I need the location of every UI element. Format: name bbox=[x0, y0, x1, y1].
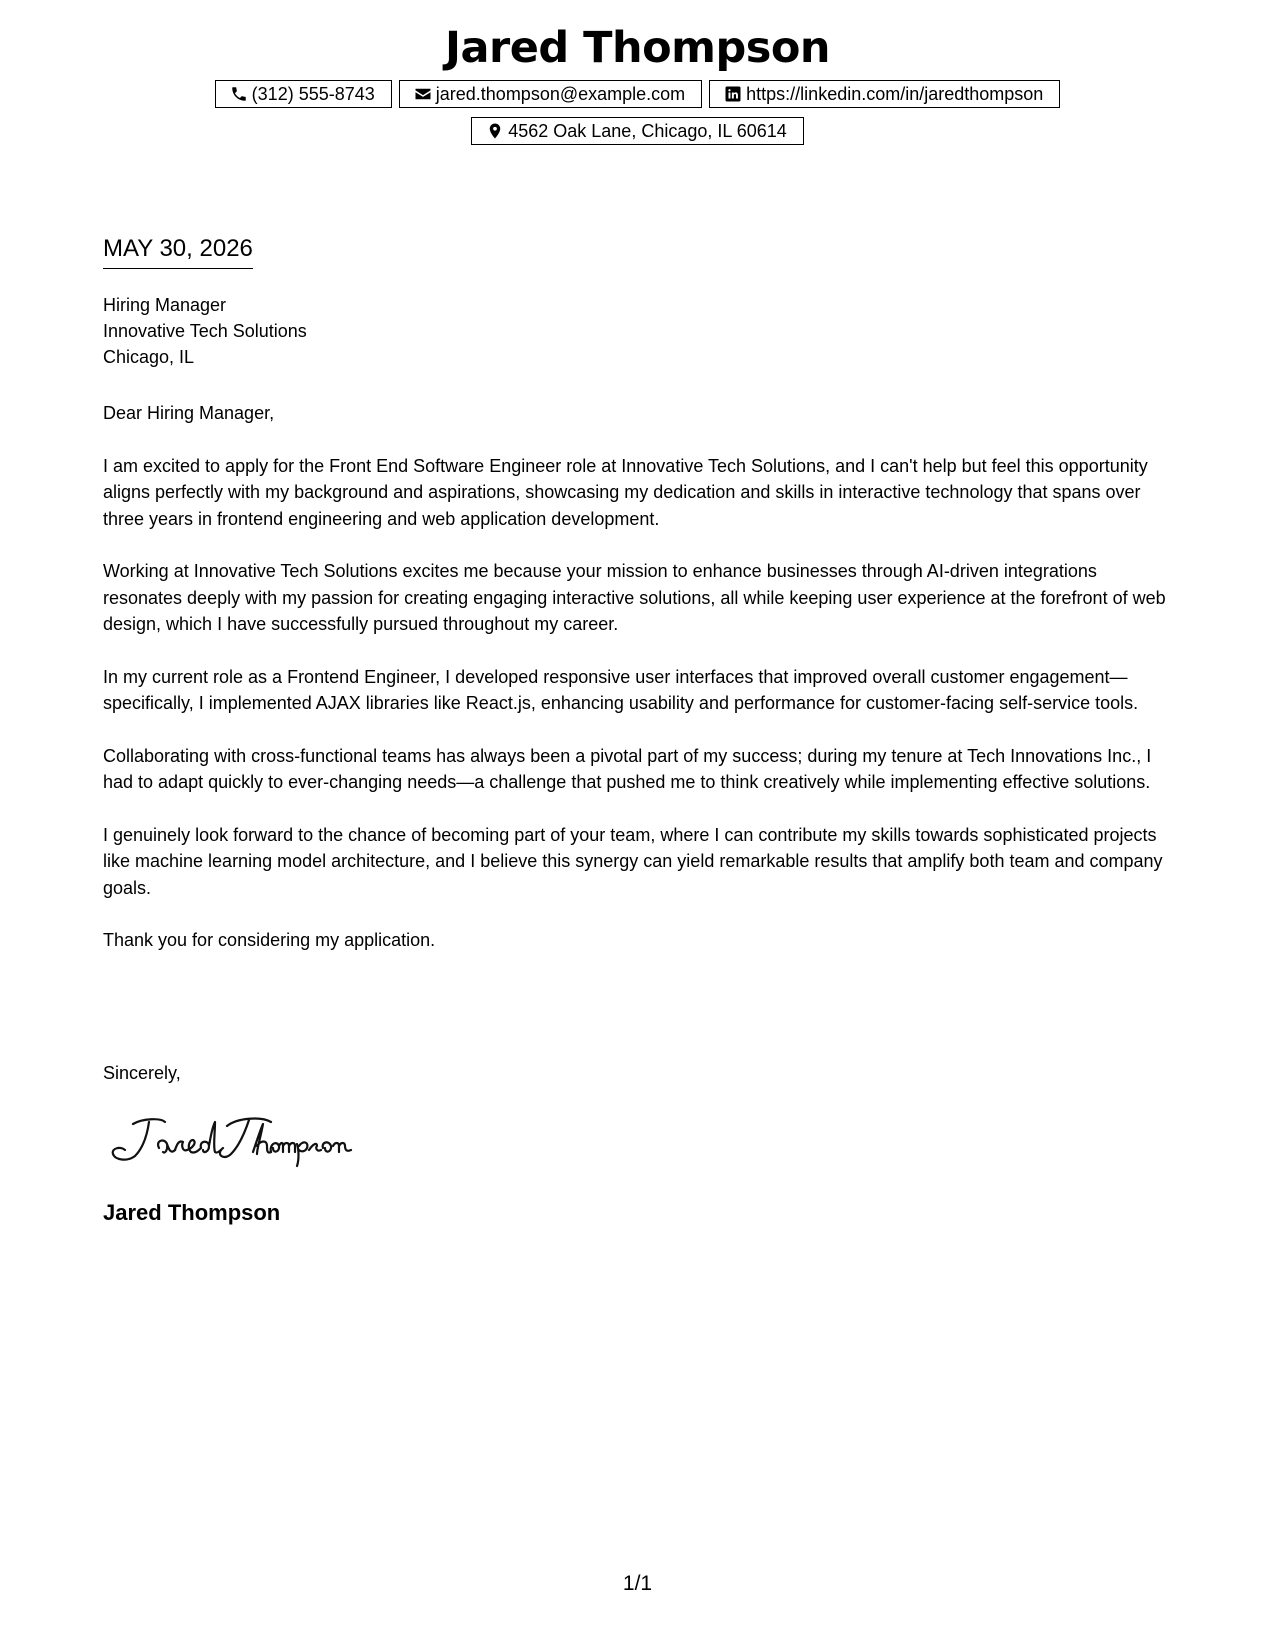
body-paragraph: Thank you for considering my application. bbox=[103, 930, 436, 950]
recipient-title: Hiring Manager bbox=[103, 295, 227, 315]
closing: Sincerely, bbox=[103, 1063, 181, 1083]
letter-body bbox=[103, 400, 1178, 980]
recipient-company: Innovative Tech Solutions bbox=[103, 321, 307, 341]
body-paragraph: Collaborating with cross-functional teams has always been a pivotal part of my success; during my tenure at Tech Innovations Inc., I had to adapt quickly to ever-changing needs—a challenge that pushed me to think creatively while implementing effective solutions. bbox=[103, 745, 1152, 792]
letter-date: MAY 30, 2026 bbox=[103, 234, 253, 269]
body-paragraph: In my current role as a Frontend Engineer, I developed responsive user interfaces that improved overall customer engagement—specifically, I implemented AJAX libraries like React.js, enhancing usability and performance for customer-facing self-service tools. bbox=[103, 666, 1139, 713]
email-text: jared.thompson@example.com bbox=[435, 84, 686, 104]
contact-row-secondary bbox=[0, 117, 1275, 145]
signer-name: Jared Thompson bbox=[103, 1200, 281, 1225]
contact-row-primary bbox=[0, 80, 1275, 108]
body-paragraph: I am excited to apply for the Front End Software Engineer role at Innovative Tech Solutions, and I can't help but feel this opportunity aligns perfectly with my background and aspirations, showcasing my dedication and skills in interactive technology that spans over three years in frontend engineering and web application development. bbox=[103, 455, 1148, 529]
salutation: Dear Hiring Manager, bbox=[103, 403, 275, 423]
recipient-location: Chicago, IL bbox=[103, 347, 195, 367]
envelope-icon bbox=[414, 85, 432, 103]
recipient-block bbox=[103, 292, 307, 370]
linkedin-icon bbox=[724, 85, 742, 103]
handwritten-signature bbox=[103, 1110, 363, 1170]
address-chip bbox=[471, 117, 804, 145]
linkedin-chip bbox=[709, 80, 1060, 108]
page-number: 1/1 bbox=[622, 1572, 653, 1595]
address-text: 4562 Oak Lane, Chicago, IL 60614 bbox=[508, 121, 787, 141]
email-chip bbox=[399, 80, 702, 108]
map-marker-icon bbox=[486, 122, 504, 140]
phone-icon bbox=[230, 85, 248, 103]
linkedin-text: https://linkedin.com/in/jaredthompson bbox=[746, 84, 1044, 104]
phone-text: (312) 555-8743 bbox=[251, 84, 375, 104]
applicant-name: Jared Thompson bbox=[445, 23, 830, 73]
body-paragraph: I genuinely look forward to the chance of becoming part of your team, where I can contribute my skills towards sophisticated projects like machine learning model architecture, and I believe this synergy can yield remarkable results that amplify both team and company goals. bbox=[103, 824, 1163, 898]
phone-chip bbox=[215, 80, 392, 108]
body-paragraph: Working at Innovative Tech Solutions excites me because your mission to enhance businesses through AI-driven integrations resonates deeply with my passion for creating engaging interactive solutions, all while keeping user experience at the forefront of web design, which I have successfully pursued throughout my career. bbox=[103, 561, 1166, 634]
